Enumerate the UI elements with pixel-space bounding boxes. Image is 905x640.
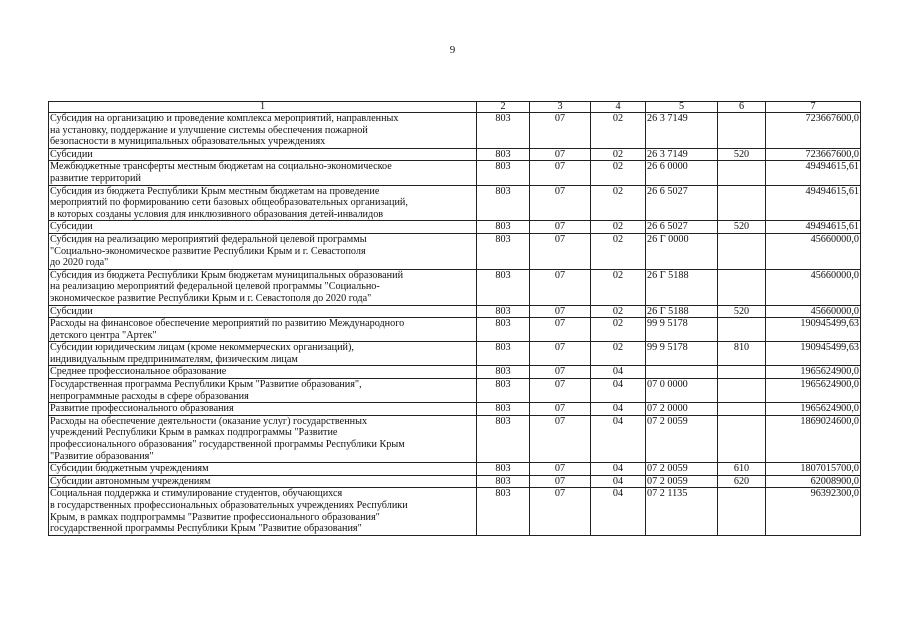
target-article-cell: 07 2 0059 <box>646 463 718 476</box>
ministry-code-cell: 803 <box>477 366 530 379</box>
target-article-cell: 26 3 7149 <box>646 113 718 149</box>
amount-cell: 1965624900,0 <box>766 366 861 379</box>
amount-cell: 49494615,61 <box>766 161 861 185</box>
subsection-code-cell: 02 <box>591 342 646 366</box>
item-name-cell <box>49 185 477 221</box>
table-row <box>49 161 861 185</box>
item-name-line: Среднее профессиональное образование <box>50 366 227 378</box>
budget-table <box>48 101 861 536</box>
item-name-line: индивидуальным предпринимателям, физическим лицам <box>50 353 298 365</box>
table-row <box>49 305 861 318</box>
table-row <box>49 185 861 221</box>
ministry-code-cell: 803 <box>477 221 530 234</box>
ministry-code-cell: 803 <box>477 415 530 462</box>
section-code-cell: 07 <box>530 161 591 185</box>
item-name-line: безопасности в муниципальных образовательных учреждениях <box>50 136 326 148</box>
expense-type-cell: 520 <box>718 148 766 161</box>
expense-type-cell <box>718 488 766 535</box>
subsection-code-cell: 04 <box>591 463 646 476</box>
target-article-cell: 26 6 5027 <box>646 185 718 221</box>
subsection-code-cell: 04 <box>591 475 646 488</box>
table-row <box>49 475 861 488</box>
section-code-cell: 07 <box>530 185 591 221</box>
target-article-cell: 26 Г 5188 <box>646 269 718 305</box>
item-name-line: "Развитие образования" <box>50 450 154 462</box>
expense-type-cell <box>718 113 766 149</box>
item-name-cell <box>49 318 477 342</box>
item-name-line: до 2020 года" <box>50 257 109 269</box>
section-code-cell: 07 <box>530 148 591 161</box>
expense-type-cell <box>718 403 766 416</box>
item-name-line: Субсидия на организацию и проведение комплекса мероприятий, направленных <box>50 113 399 124</box>
subsection-code-cell: 02 <box>591 269 646 305</box>
amount-cell: 49494615,61 <box>766 221 861 234</box>
target-article-cell: 07 2 0000 <box>646 403 718 416</box>
table-row <box>49 318 861 342</box>
item-name-line: Субсидии <box>50 148 93 160</box>
amount-cell: 45660000,0 <box>766 269 861 305</box>
subsection-code-cell: 02 <box>591 233 646 269</box>
subsection-code-cell: 02 <box>591 318 646 342</box>
item-name-line: развитие территорий <box>50 172 141 184</box>
item-name-line: Субсидия из бюджета Республики Крым бюджетам муниципальных образований <box>50 269 404 281</box>
subsection-code-cell: 02 <box>591 148 646 161</box>
target-article-cell: 99 9 5178 <box>646 342 718 366</box>
item-name-cell <box>49 403 477 416</box>
subsection-code-cell: 02 <box>591 113 646 149</box>
item-name-cell <box>49 233 477 269</box>
amount-cell: 723667600,0 <box>766 148 861 161</box>
section-code-cell: 07 <box>530 318 591 342</box>
section-code-cell: 07 <box>530 379 591 403</box>
item-name-line: в которых созданы условия для инклюзивного образования детей-инвалидов <box>50 208 384 220</box>
subsection-code-cell: 04 <box>591 379 646 403</box>
expense-type-cell <box>718 233 766 269</box>
item-name-line: Субсидии юридическим лицам (кроме некоммерческих организаций), <box>50 342 354 354</box>
item-name-cell <box>49 488 477 535</box>
expense-type-cell: 610 <box>718 463 766 476</box>
amount-cell: 190945499,63 <box>766 318 861 342</box>
page-number: 9 <box>449 44 456 56</box>
column-header: 5 <box>646 102 718 113</box>
amount-cell: 1965624900,0 <box>766 403 861 416</box>
expense-type-cell <box>718 366 766 379</box>
item-name-cell <box>49 415 477 462</box>
item-name-line: "Социально-экономическое развитие Республики Крым и г. Севастополя <box>50 245 366 257</box>
table-row <box>49 366 861 379</box>
item-name-cell <box>49 475 477 488</box>
section-code-cell: 07 <box>530 463 591 476</box>
item-name-line: непрограммные расходы в сфере образования <box>50 390 249 402</box>
table-row <box>49 233 861 269</box>
expense-type-cell: 520 <box>718 221 766 234</box>
table-row <box>49 221 861 234</box>
item-name-cell <box>49 161 477 185</box>
item-name-line: Субсидия на реализацию мероприятий федеральной целевой программы <box>50 233 367 245</box>
item-name-line: Субсидия из бюджета Республики Крым местным бюджетам на проведение <box>50 185 380 197</box>
ministry-code-cell: 803 <box>477 305 530 318</box>
table-row <box>49 488 861 535</box>
target-article-cell: 26 3 7149 <box>646 148 718 161</box>
table-row <box>49 403 861 416</box>
ministry-code-cell: 803 <box>477 148 530 161</box>
target-article-cell: 26 6 0000 <box>646 161 718 185</box>
ministry-code-cell: 803 <box>477 233 530 269</box>
item-name-cell <box>49 342 477 366</box>
section-code-cell: 07 <box>530 113 591 149</box>
section-code-cell: 07 <box>530 403 591 416</box>
amount-cell: 45660000,0 <box>766 305 861 318</box>
ministry-code-cell: 803 <box>477 318 530 342</box>
expense-type-cell: 810 <box>718 342 766 366</box>
ministry-code-cell: 803 <box>477 403 530 416</box>
column-header: 6 <box>718 102 766 113</box>
ministry-code-cell: 803 <box>477 379 530 403</box>
target-article-cell: 07 2 1135 <box>646 488 718 535</box>
target-article-cell: 07 2 0059 <box>646 415 718 462</box>
amount-cell: 96392300,0 <box>766 488 861 535</box>
target-article-cell <box>646 366 718 379</box>
column-header: 3 <box>530 102 591 113</box>
item-name-cell <box>49 379 477 403</box>
column-header: 2 <box>477 102 530 113</box>
ministry-code-cell: 803 <box>477 113 530 149</box>
section-code-cell: 07 <box>530 221 591 234</box>
item-name-line: профессионального образования" государственной программы Республики Крым <box>50 439 405 451</box>
column-header: 4 <box>591 102 646 113</box>
subsection-code-cell: 04 <box>591 415 646 462</box>
amount-cell: 1807015700,0 <box>766 463 861 476</box>
table-row <box>49 463 861 476</box>
ministry-code-cell: 803 <box>477 161 530 185</box>
item-name-line: на реализацию мероприятий федеральной целевой программы "Социально- <box>50 281 380 293</box>
target-article-cell: 26 Г 0000 <box>646 233 718 269</box>
section-code-cell: 07 <box>530 305 591 318</box>
amount-cell: 1869024600,0 <box>766 415 861 462</box>
ministry-code-cell: 803 <box>477 342 530 366</box>
ministry-code-cell: 803 <box>477 269 530 305</box>
amount-cell: 45660000,0 <box>766 233 861 269</box>
expense-type-cell <box>718 415 766 462</box>
item-name-line: в государственных профессиональных образовательных учреждениях Республики <box>50 500 408 511</box>
item-name-line: Субсидии <box>50 305 93 317</box>
amount-cell: 49494615,61 <box>766 185 861 221</box>
item-name-line: Субсидии автономным учреждениям <box>50 475 211 487</box>
target-article-cell: 26 Г 5188 <box>646 305 718 318</box>
item-name-line: государственной программы Республики Крым "Развитие образования" <box>50 523 362 535</box>
expense-type-cell <box>718 161 766 185</box>
table-row <box>49 113 861 149</box>
item-name-line: Расходы на финансовое обеспечение мероприятий по развитию Международного <box>50 318 405 330</box>
subsection-code-cell: 02 <box>591 185 646 221</box>
table-row <box>49 342 861 366</box>
subsection-code-cell: 04 <box>591 488 646 535</box>
header-row <box>49 102 861 113</box>
ministry-code-cell: 803 <box>477 475 530 488</box>
table-row <box>49 415 861 462</box>
item-name-line: Межбюджетные трансферты местным бюджетам на социально-экономическое <box>50 161 392 173</box>
section-code-cell: 07 <box>530 415 591 462</box>
section-code-cell: 07 <box>530 269 591 305</box>
item-name-cell <box>49 366 477 379</box>
subsection-code-cell: 04 <box>591 366 646 379</box>
table-row <box>49 269 861 305</box>
item-name-line: Субсидии <box>50 221 93 233</box>
column-header: 7 <box>766 102 861 113</box>
item-name-cell <box>49 463 477 476</box>
amount-cell: 1965624900,0 <box>766 379 861 403</box>
ministry-code-cell: 803 <box>477 488 530 535</box>
expense-type-cell <box>718 379 766 403</box>
target-article-cell: 07 0 0000 <box>646 379 718 403</box>
item-name-cell <box>49 148 477 161</box>
item-name-line: Государственная программа Республики Крым "Развитие образования", <box>50 379 362 391</box>
amount-cell: 62008900,0 <box>766 475 861 488</box>
section-code-cell: 07 <box>530 475 591 488</box>
item-name-cell <box>49 113 477 149</box>
expense-type-cell <box>718 269 766 305</box>
ministry-code-cell: 803 <box>477 185 530 221</box>
item-name-line: Социальная поддержка и стимулирование студентов, обучающихся <box>50 488 343 500</box>
item-name-cell <box>49 269 477 305</box>
section-code-cell: 07 <box>530 342 591 366</box>
subsection-code-cell: 02 <box>591 221 646 234</box>
expense-type-cell: 520 <box>718 305 766 318</box>
amount-cell: 723667600,0 <box>766 113 861 149</box>
section-code-cell: 07 <box>530 488 591 535</box>
item-name-line: мероприятий по формированию сети базовых общеобразовательных организаций, <box>50 197 408 209</box>
table-row <box>49 379 861 403</box>
amount-cell: 190945499,63 <box>766 342 861 366</box>
item-name-line: Расходы на обеспечение деятельности (оказание услуг) государственных <box>50 415 368 427</box>
expense-type-cell <box>718 185 766 221</box>
item-name-line: Субсидии бюджетным учреждениям <box>50 463 209 475</box>
subsection-code-cell: 04 <box>591 403 646 416</box>
section-code-cell: 07 <box>530 233 591 269</box>
target-article-cell: 99 9 5178 <box>646 318 718 342</box>
subsection-code-cell: 02 <box>591 305 646 318</box>
item-name-line: Крым, в рамках подпрограммы "Развитие профессионального образования" <box>50 511 380 523</box>
item-name-line: детского центра "Артек" <box>50 329 157 341</box>
item-name-cell <box>49 221 477 234</box>
ministry-code-cell: 803 <box>477 463 530 476</box>
target-article-cell: 26 6 5027 <box>646 221 718 234</box>
table-row <box>49 148 861 161</box>
expense-type-cell <box>718 318 766 342</box>
subsection-code-cell: 02 <box>591 161 646 185</box>
item-name-line: экономическое развитие Республики Крым и г. Севастополя до 2020 года" <box>50 292 372 304</box>
expense-type-cell: 620 <box>718 475 766 488</box>
item-name-line: на установку, поддержание и улучшение системы обеспечения пожарной <box>50 124 368 136</box>
column-header: 1 <box>49 102 477 113</box>
item-name-cell <box>49 305 477 318</box>
target-article-cell: 07 2 0059 <box>646 475 718 488</box>
item-name-line: Развитие профессионального образования <box>50 403 234 415</box>
item-name-line: учреждений Республики Крым в рамках подпрограммы "Развитие <box>50 427 338 439</box>
section-code-cell: 07 <box>530 366 591 379</box>
